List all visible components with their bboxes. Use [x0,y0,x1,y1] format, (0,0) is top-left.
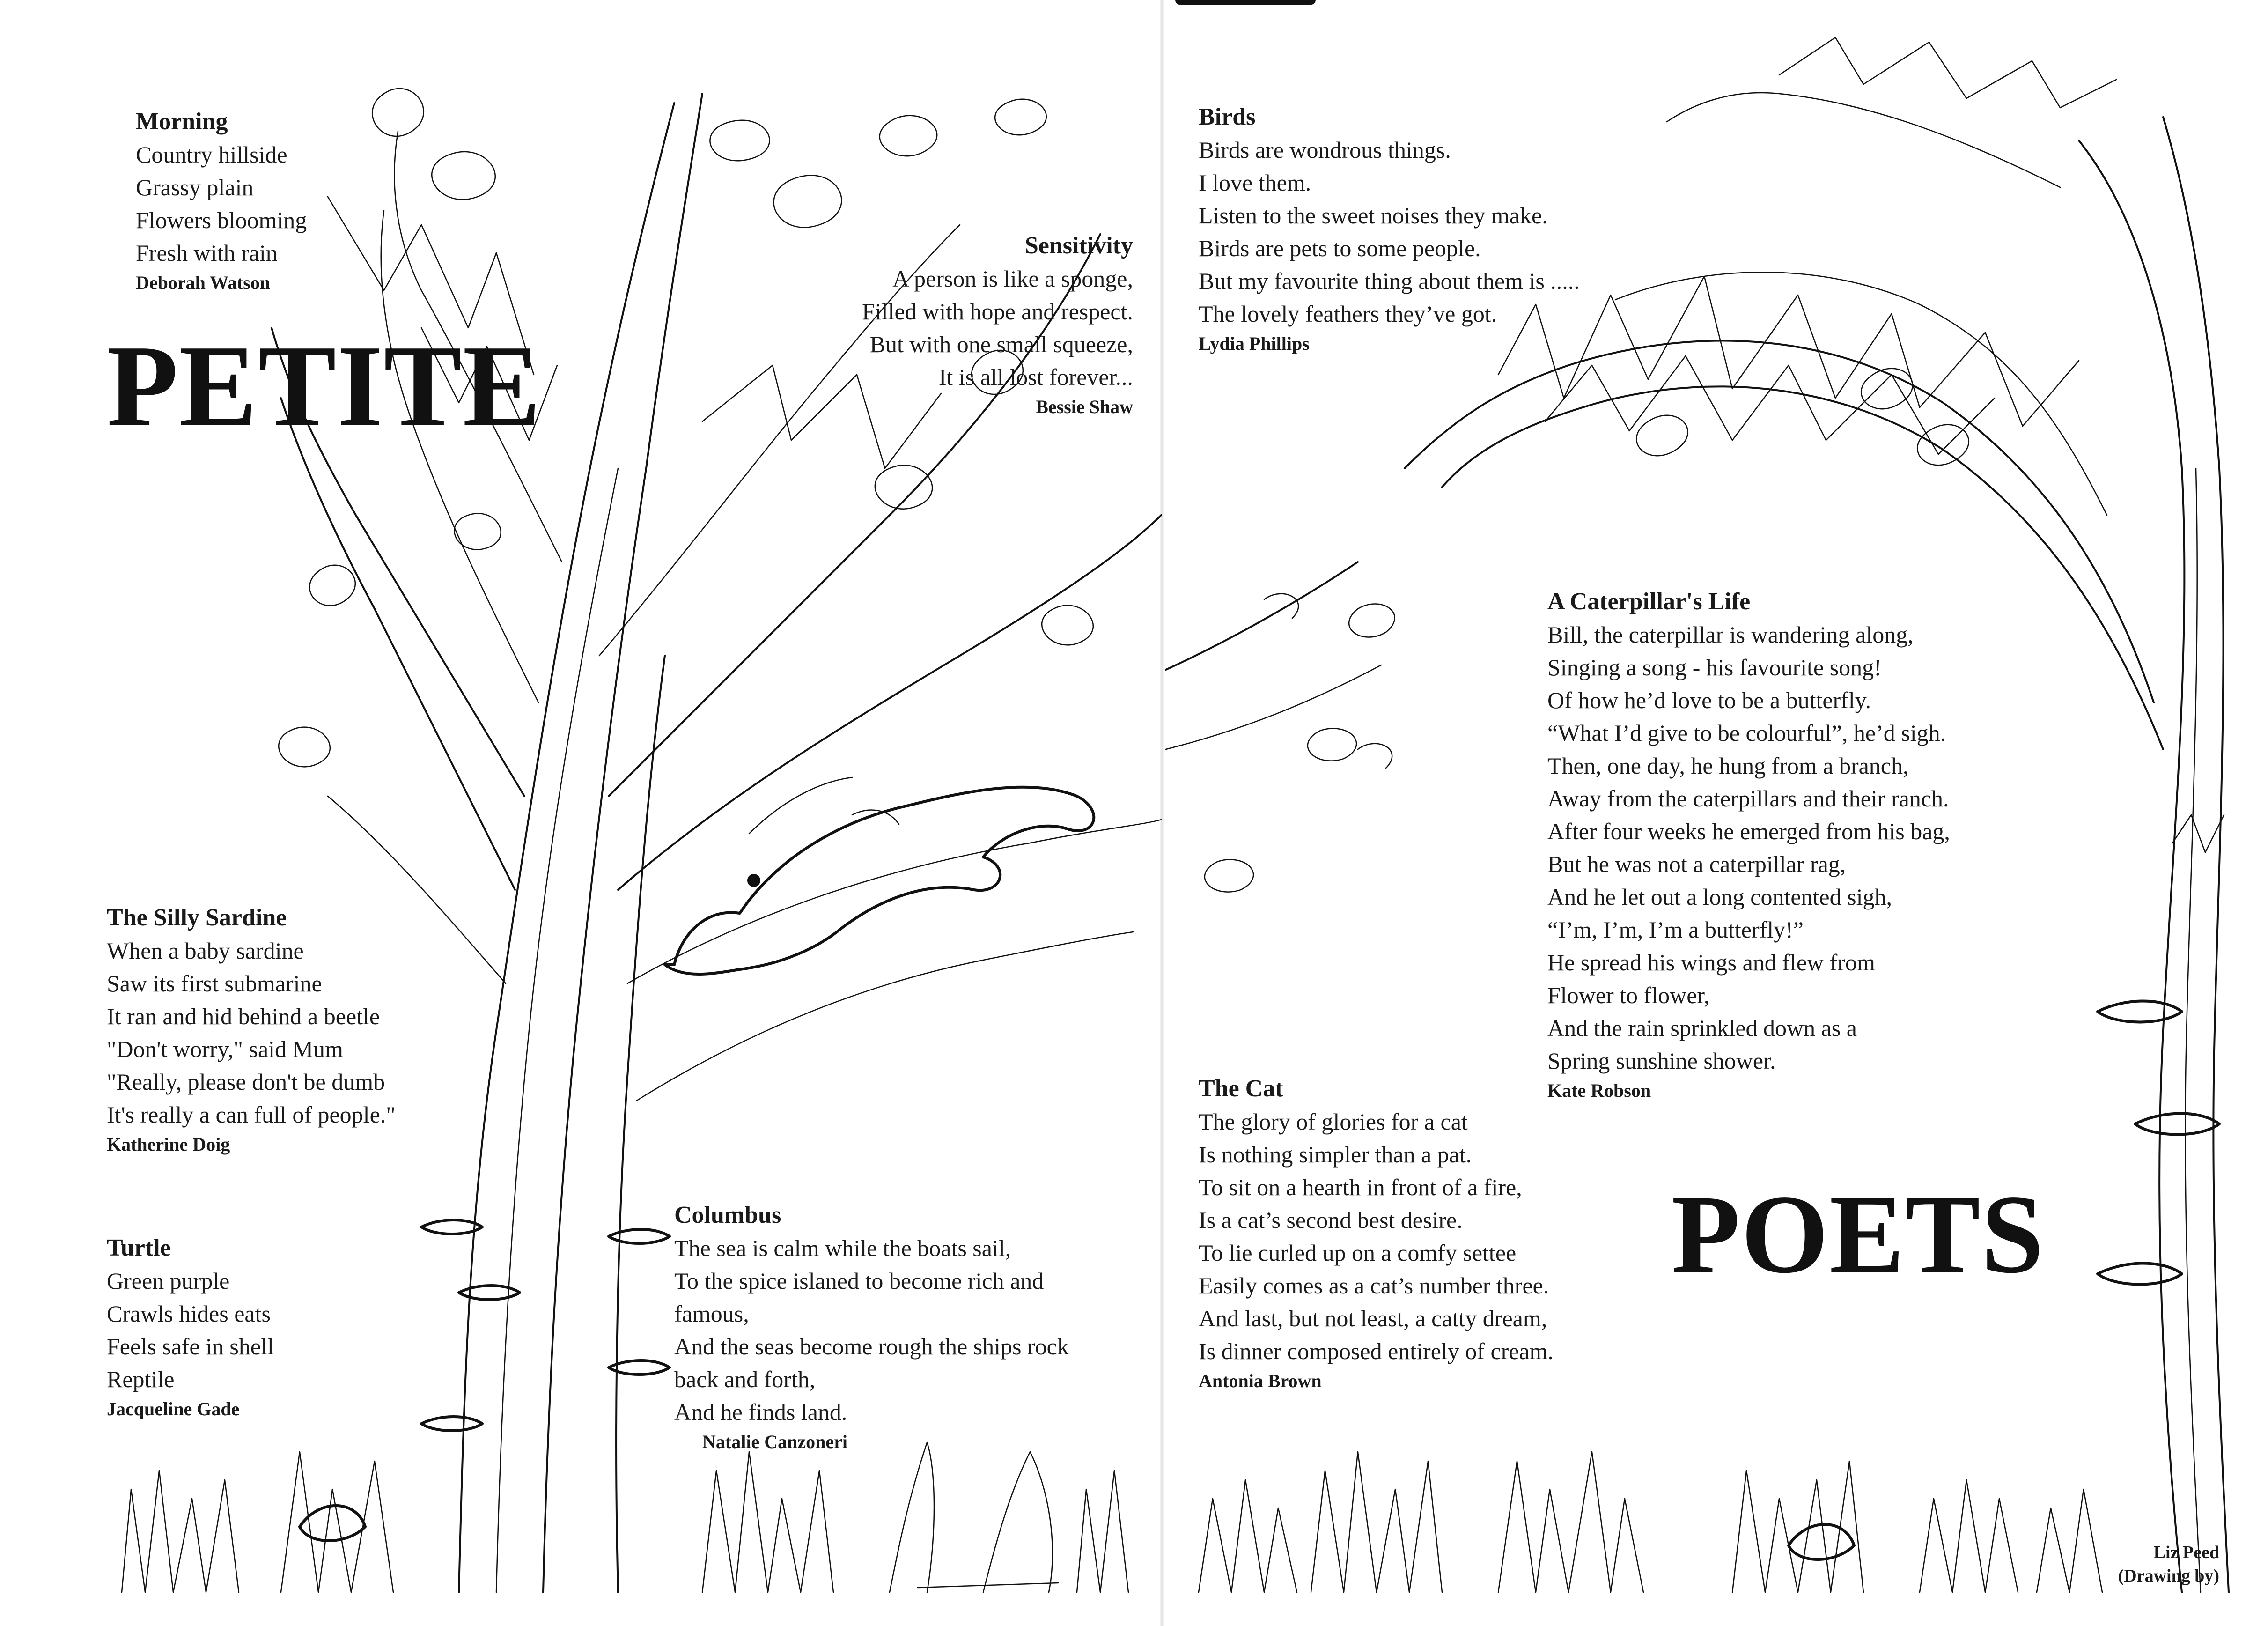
poem-line: Bill, the caterpillar is wandering along, [1547,621,1914,648]
poem-line: Grassy plain [136,174,254,200]
poem-line: To lie curled up on a comfy settee [1199,1240,1517,1266]
poem-line: Filled with hope and respect. [862,298,1133,325]
poem-line: Crawls hides eats [107,1301,271,1327]
poem-line: "Really, please don't be dumb [107,1069,385,1095]
poem-birds [1199,101,1580,357]
poem-line: It's really a can full of people." [107,1101,396,1128]
grass-strip [122,1442,2102,1592]
poem-line: And the seas become rough the ships rock [674,1333,1069,1360]
poem-line: Reptile [107,1366,175,1392]
poem-author: Bessie Shaw [1036,396,1133,417]
poem-turtle [107,1232,274,1423]
poem-line: Flower to flower, [1547,982,1710,1008]
poem-author: Natalie Canzoneri [702,1431,847,1452]
poem-line: To sit on a hearth in front of a fire, [1199,1174,1522,1200]
poem-line: But he was not a caterpillar rag, [1547,851,1846,877]
poem-line: When a baby sardine [107,938,304,964]
illustrator-credit [2060,1541,2219,1588]
poem-line: Country hillside [136,141,287,168]
poem-line: It ran and hid behind a beetle [107,1003,380,1029]
poem-line: “What I’d give to be colourful”, he’d sigh. [1547,720,1946,746]
poem-author: Katherine Doig [107,1134,230,1155]
poem-title: Columbus [674,1202,781,1228]
poem-line: Of how he’d love to be a butterfly. [1547,687,1871,713]
poem-line: Green purple [107,1268,230,1294]
poem-title: A Caterpillar's Life [1547,588,1751,615]
poem-title: Sensitivity [1024,232,1133,259]
poem-caterpillars-life [1547,585,1950,1104]
poem-line: And he finds land. [674,1399,847,1425]
petite-heading: PETITE [107,321,542,451]
poem-author: Lydia Phillips [1199,333,1310,354]
credit-role: (Drawing by) [2118,1566,2219,1586]
poem-line: Is dinner composed entirely of cream. [1199,1338,1554,1364]
poem-silly-sardine [107,902,396,1158]
poem-morning [136,105,307,296]
poem-line: famous, [674,1301,749,1327]
poem-title: Morning [136,108,228,135]
poem-line: Feels safe in shell [107,1333,274,1360]
poem-line: A person is like a sponge, [892,266,1133,292]
poem-title: The Silly Sardine [107,904,287,931]
poem-line: “I’m, I’m, I’m a butterfly!” [1547,916,1804,943]
credit-name: Liz Peed [2153,1543,2219,1562]
poem-the-cat [1199,1072,1554,1395]
poem-line: And last, but not least, a catty dream, [1199,1305,1547,1331]
poem-title: Turtle [107,1234,171,1261]
poem-line: And he let out a long contented sigh, [1547,884,1892,910]
poem-line: Is a cat’s second best desire. [1199,1207,1463,1233]
poem-title: Birds [1199,103,1256,130]
poem-line: Listen to the sweet noises they make. [1199,202,1548,229]
poem-line: The glory of glories for a cat [1199,1109,1468,1135]
poem-line: Fresh with rain [136,240,278,266]
poem-line: Saw its first submarine [107,970,322,997]
poets-heading: POETS [1672,1172,2045,1296]
poem-line: "Don't worry," said Mum [107,1036,343,1062]
poem-line: Birds are wondrous things. [1199,137,1451,163]
poem-line: Then, one day, he hung from a branch, [1547,753,1909,779]
poem-line: The sea is calm while the boats sail, [674,1235,1011,1261]
poem-line: Flowers blooming [136,207,307,233]
poem-line: But with one small squeeze, [869,331,1133,357]
poem-author: Kate Robson [1547,1080,1651,1101]
poem-line: back and forth, [674,1366,816,1392]
right-page-left-branch [1166,562,1395,892]
poem-line: To the spice islaned to become rich and [674,1268,1044,1294]
poem-line: It is all lost forever... [938,364,1133,390]
poem-sensitivity [749,229,1133,421]
poem-line: I love them. [1199,170,1311,196]
poem-line: But my favourite thing about them is ..... [1199,268,1580,294]
poem-line: He spread his wings and flew from [1547,949,1875,976]
poem-line: Is nothing simpler than a pat. [1199,1141,1472,1168]
poem-line: Easily comes as a cat’s number three. [1199,1272,1549,1299]
poem-line: Spring sunshine shower. [1547,1048,1776,1074]
poem-line: And the rain sprinkled down as a [1547,1015,1857,1041]
poem-author: Antonia Brown [1199,1370,1322,1391]
poem-line: Singing a song - his favourite song! [1547,654,1882,680]
poem-line: Away from the caterpillars and their ranch. [1547,785,1949,812]
poem-line: After four weeks he emerged from his bag, [1547,818,1950,844]
poem-author: Jacqueline Gade [107,1398,240,1419]
poem-line: Birds are pets to some people. [1199,235,1481,261]
poem-author: Deborah Watson [136,272,271,293]
poem-title: The Cat [1199,1075,1283,1102]
poem-columbus [674,1199,1069,1456]
poem-line: The lovely feathers they’ve got. [1199,301,1497,327]
